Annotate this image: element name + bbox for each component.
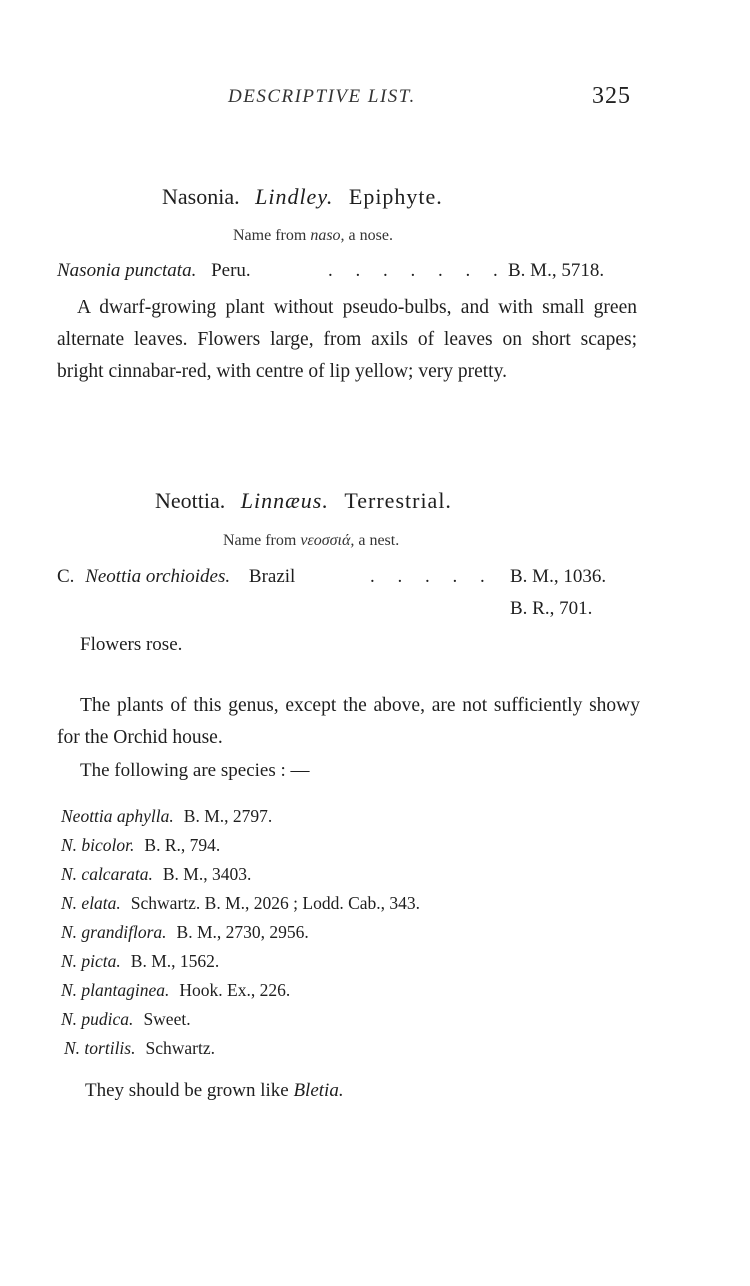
page-number: 325 <box>592 83 631 109</box>
genus-habit: Terrestrial. <box>344 488 452 513</box>
genus-heading-neottia <box>155 488 452 514</box>
species-origin: Peru. <box>211 260 251 281</box>
species-name: Neottia orchioides. <box>85 566 231 587</box>
species-intro: The following are species : — <box>80 760 310 781</box>
cultivation-mark: C. <box>57 566 75 587</box>
list-item: N. tortilis. Schwartz. <box>64 1038 215 1058</box>
genus-authority: Linnæus. <box>240 488 329 513</box>
genus-authority: Lindley. <box>255 184 334 209</box>
genus-heading-nasonia <box>162 184 443 210</box>
species-origin: Brazil <box>248 566 296 587</box>
genus-name: Neottia. <box>155 488 226 513</box>
list-item: N. pudica. Sweet. <box>61 1009 191 1029</box>
species-reference-1: B. M., 1036. <box>510 566 607 587</box>
list-item: N. picta. B. M., 1562. <box>61 951 220 971</box>
running-header-title: DESCRIPTIVE LIST. <box>228 86 416 107</box>
species-entry-neottia-orchioides <box>57 566 295 588</box>
list-item: N. calcarata. B. M., 3403. <box>61 864 252 884</box>
genus-note: The plants of this genus, except the above, are not sufficiently showy for the Orchid house. <box>57 695 640 748</box>
species-name: Nasonia punctata. <box>57 260 197 281</box>
species-reference: B. M., 5718. <box>508 260 605 281</box>
flowers-note: Flowers rose. <box>80 634 183 655</box>
species-entry-nasonia-punctata <box>57 260 251 282</box>
etymology-neottia: Name from νεοσσιά, a nest. <box>223 532 400 549</box>
etymology-nasonia: Name from naso, a nose. <box>233 227 393 244</box>
leader-dots: . . . . . . . <box>328 260 507 281</box>
list-item: N. grandiflora. B. M., 2730, 2956. <box>61 922 309 942</box>
list-item: N. elata. Schwartz. B. M., 2026 ; Lodd. Cab., 343. <box>61 893 421 913</box>
genus-name: Nasonia. <box>162 184 240 209</box>
list-item: Neottia aphylla. B. M., 2797. <box>61 806 273 826</box>
closing-note: They should be grown like Bletia. <box>85 1080 344 1101</box>
description-nasonia: A dwarf-growing plant without pseudo-bulbs, and with small green alternate leaves. Flowers large, from axils of leaves on short scapes; bright cinnabar-red, with centre of lip yellow; very pretty. <box>57 297 637 382</box>
species-reference-2: B. R., 701. <box>510 598 593 619</box>
list-item: N. plantaginea. Hook. Ex., 226. <box>61 980 291 1000</box>
genus-habit: Epiphyte. <box>348 184 443 209</box>
list-item: N. bicolor. B. R., 794. <box>61 835 221 855</box>
leader-dots: . . . . . <box>370 566 494 587</box>
